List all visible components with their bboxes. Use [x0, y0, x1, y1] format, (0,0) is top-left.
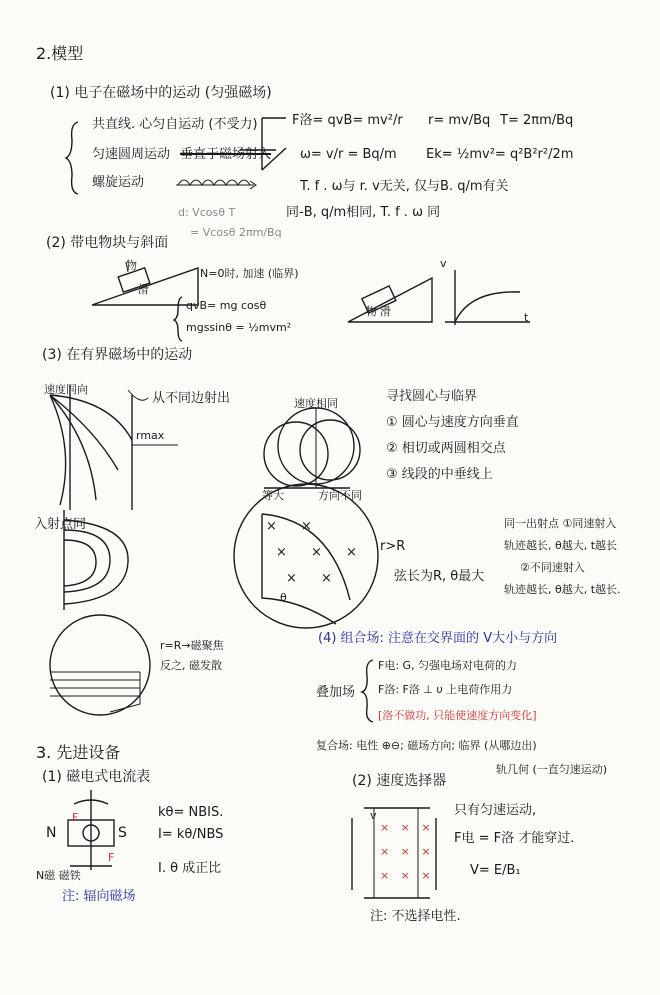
bullet-line: 共直线. 心匀自运动 (不受力): [92, 117, 258, 132]
block-label-2: 滑: [138, 283, 149, 296]
selector-note-2: F电 = F洛 才能穿过.: [454, 831, 575, 846]
superpose-label: 叠加场: [316, 685, 356, 700]
slope-eq-1: qvB= mg cosθ: [186, 299, 267, 312]
sub-3-title: (3) 在有界磁场中的运动: [42, 347, 193, 363]
block-label-4: 滑: [380, 305, 391, 318]
superpose-line-3: [洛不做功, 只能使速度方向变化]: [378, 709, 537, 722]
label-theta: θ: [280, 591, 287, 604]
selector-formula: V= E/B₁: [470, 863, 521, 878]
complex-field-line: 复合场: 电性 ⊕⊖; 磁场方向; 临界 (从哪边出): [316, 739, 537, 752]
track-note-2: ②不同速射入: [520, 561, 585, 574]
label-chord: 弦长为R, θ最大: [394, 569, 485, 584]
label-diff-exit: 从不同边射出: [152, 391, 231, 406]
galv-eq-2: I= kθ/NBS: [158, 827, 224, 842]
track-note-1: 轨迹越长, θ越大, t越长: [504, 539, 618, 552]
magnet-N: N: [46, 825, 57, 841]
block-label-3: 物: [366, 305, 377, 318]
selector-note-1: 只有匀速运动,: [454, 803, 537, 818]
pencil-note-1: d: Vcosθ T: [178, 206, 236, 219]
formula-radius: r= mv/Bq: [428, 113, 491, 128]
formula-ek: Ek= ½mv²= q²B²r²/2m: [426, 147, 574, 162]
label-entry-same: 入射点同: [34, 517, 87, 532]
label-r-gt-R: r>R: [380, 539, 406, 554]
bullet-circular: 匀速圆周运动: [92, 147, 171, 162]
pencil-note-2: = Vcosθ 2πm/Bq: [190, 226, 282, 239]
find-step-2: ② 相切或两圆相交点: [386, 441, 506, 456]
same-source-note: 同一出射点 ①同速射入: [504, 517, 617, 530]
formula-lorentz: F洛= qvB= mv²/r: [292, 113, 403, 128]
struck-text: 垂直于磁场射入: [180, 147, 272, 162]
galvanometer-title: (1) 磁电式电流表: [42, 769, 151, 785]
section-2-title: 2.模型: [36, 44, 84, 63]
label-rmax: rmax: [136, 429, 165, 442]
selector-crosses-3: × × ×: [380, 869, 435, 882]
label-dir-diff: 方向不同: [318, 489, 362, 502]
label-same-size: 等大: [262, 489, 284, 502]
formula-period: T= 2πm/Bq: [500, 113, 574, 128]
find-step-1: ① 圆心与速度方向垂直: [386, 415, 519, 430]
focus-note-2: 反之, 磁发散: [160, 659, 222, 672]
label-same-dir: 速度同向: [44, 383, 88, 396]
sub-2-title: (2) 带电物块与斜面: [46, 235, 169, 251]
galv-note: 注: 辐向磁场: [62, 889, 136, 904]
focus-note-1: r=R→磁聚焦: [160, 639, 224, 652]
formula-note-1: T. f . ω与 r. v无关, 仅与B. q/m有关: [300, 179, 509, 194]
vt-t-axis: t: [524, 311, 529, 324]
force-F-2: F: [108, 851, 115, 864]
superpose-line-1: F电: G, 匀强电场对电荷的力: [378, 659, 518, 672]
selector-v: v: [370, 809, 377, 822]
galv-eq-1: kθ= NBIS.: [158, 805, 224, 820]
superpose-line-2: F洛: F洛 ⊥ υ 上电荷作用力: [378, 683, 513, 696]
formula-omega: ω= v/r = Bq/m: [300, 147, 397, 162]
slope-eq-2: mgssinθ = ½mvm²: [186, 321, 292, 334]
track-note-3: 轨迹越长, θ越大, t越长.: [504, 583, 621, 596]
selector-crosses-1: × × ×: [380, 821, 435, 834]
magnet-label: N磁 磁铁: [36, 869, 81, 882]
cross-marks-3: × ×: [286, 571, 342, 586]
bullet-spiral: 螺旋运动: [92, 175, 145, 190]
section-3-title: 3. 先进设备: [36, 743, 121, 762]
cross-marks-2: × × ×: [276, 545, 367, 560]
complex-field-line-2: 轨几何 (一直匀速运动): [496, 763, 608, 776]
selector-note-3: 注: 不选择电性.: [370, 909, 461, 924]
slope-n0-note: N=0时, 加速 (临界): [200, 267, 299, 280]
vt-v-axis: v: [440, 257, 447, 270]
sub-1-title: (1) 电子在磁场中的运动 (匀强磁场): [50, 85, 272, 101]
block-label-1: 物: [126, 259, 137, 272]
selector-title: (2) 速度选择器: [352, 773, 447, 789]
galv-eq-3: I. θ 成正比: [158, 861, 222, 876]
label-same-speed: 速度相同: [294, 397, 338, 410]
cross-marks-1: × ×: [266, 519, 322, 534]
find-title: 寻找圆心与临界: [386, 389, 478, 404]
combo-field-title: (4) 组合场: 注意在交界面的 V大小与方向: [318, 631, 558, 646]
find-step-3: ③ 线段的中垂线上: [386, 467, 493, 482]
magnet-S: S: [118, 825, 127, 841]
selector-crosses-2: × × ×: [380, 845, 435, 858]
formula-note-2: 同-B, q/m相同, T. f . ω 同: [286, 205, 441, 220]
force-F-1: F: [72, 811, 79, 824]
